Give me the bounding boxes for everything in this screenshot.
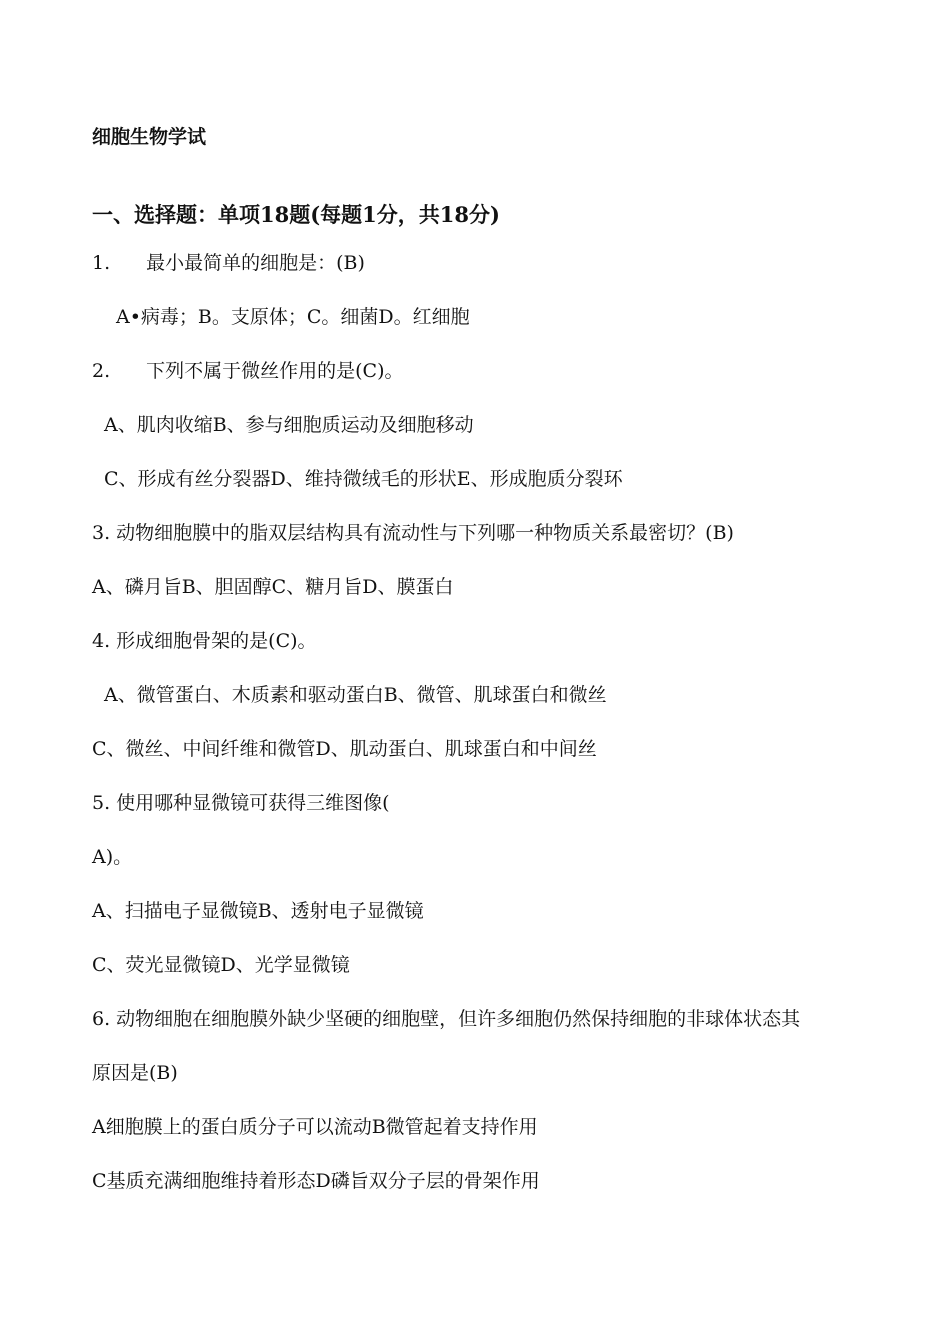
question-6: 6. 动物细胞在细胞膜外缺少坚硬的细胞壁，但许多细胞仍然保持细胞的非球体状态其 — [92, 1008, 801, 1030]
question-number: 2. — [92, 360, 111, 382]
question-4: 4. 形成细胞骨架的是(C)。 — [92, 630, 317, 652]
question-5-answer: A)。 — [92, 846, 133, 868]
question-1 — [92, 250, 365, 276]
question-4-options-a: A、微管蛋白、木质素和驱动蛋白B、微管、肌球蛋白和微丝 — [104, 684, 607, 706]
question-1-options: A•病毒；B。支原体；C。细菌D。红细胞 — [116, 306, 470, 328]
question-number: 1. — [92, 252, 111, 274]
question-3-options: A、磷月旨B、胆固醇C、糖月旨D、膜蛋白 — [92, 576, 454, 598]
question-text: 下列不属于微丝作用的是(C)。 — [146, 360, 404, 382]
question-text: 最小最简单的细胞是：(B) — [146, 252, 365, 274]
question-6-continued: 原因是(B) — [92, 1062, 178, 1084]
document-title: 细胞生物学试 — [92, 126, 207, 148]
question-2-options-b: C、形成有丝分裂器D、维持微绒毛的形状E、形成胞质分裂环 — [104, 468, 623, 490]
question-2-options-a: A、肌肉收缩B、参与细胞质运动及细胞移动 — [104, 414, 474, 436]
question-4-options-b: C、微丝、中间纤维和微管D、肌动蛋白、肌球蛋白和中间丝 — [92, 738, 597, 760]
section-heading: 一、选择题：单项18题(每题1分，共18分) — [92, 202, 500, 227]
question-6-options-a: A细胞膜上的蛋白质分子可以流动B微管起着支持作用 — [92, 1116, 538, 1138]
question-3: 3. 动物细胞膜中的脂双层结构具有流动性与下列哪一种物质关系最密切？(B) — [92, 522, 734, 544]
question-5: 5. 使用哪种显微镜可获得三维图像( — [92, 792, 390, 814]
question-6-options-b: C基质充满细胞维持着形态D磷旨双分子层的骨架作用 — [92, 1170, 540, 1192]
question-2 — [92, 358, 404, 384]
question-5-options-b: C、荧光显微镜D、光学显微镜 — [92, 954, 350, 976]
question-5-options-a: A、扫描电子显微镜B、透射电子显微镜 — [92, 900, 424, 922]
